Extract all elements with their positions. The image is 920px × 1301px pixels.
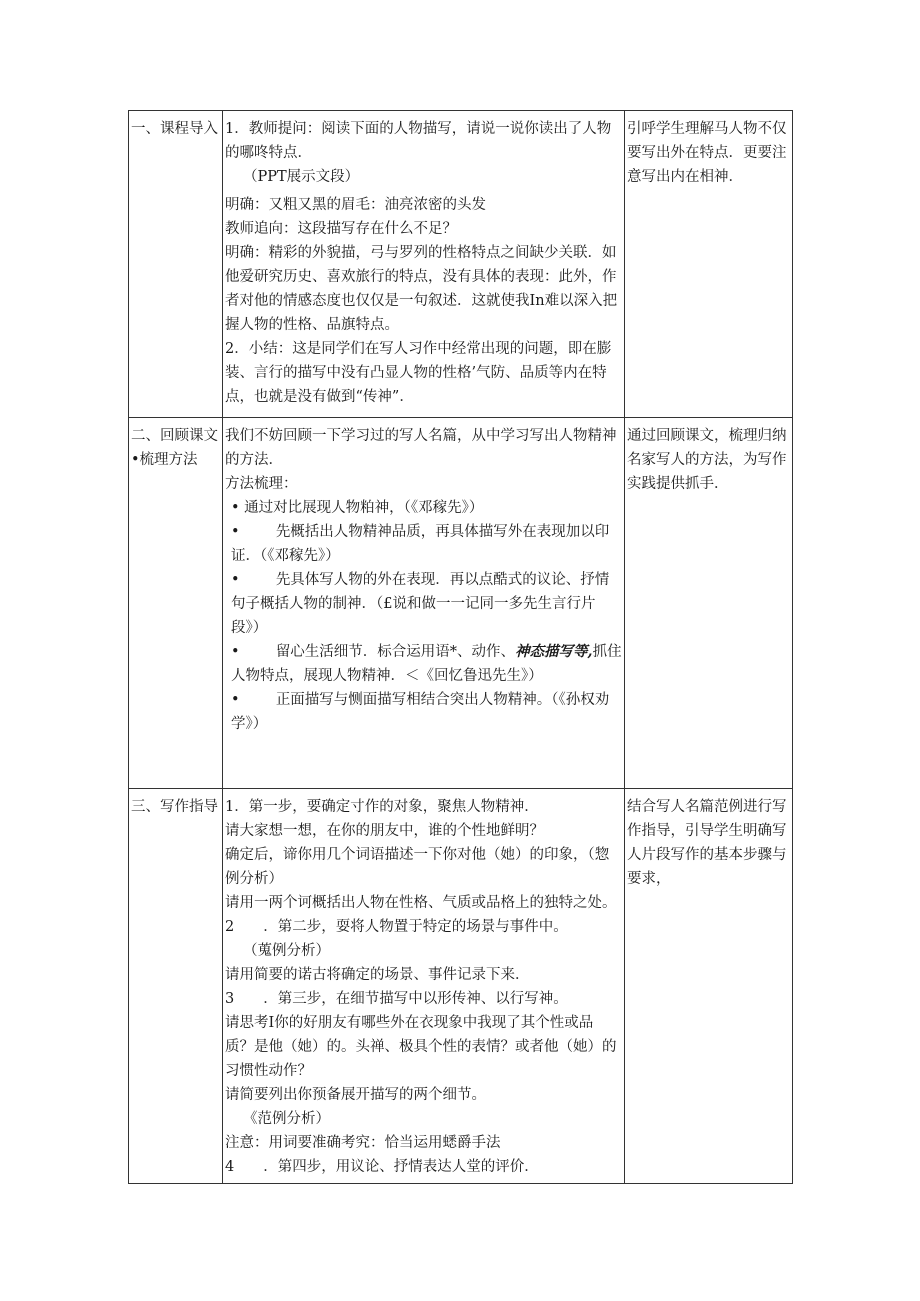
bullet-marker: • (231, 644, 240, 660)
bullet-emphasis: 神态描写等, (515, 643, 593, 660)
table-row (129, 789, 793, 1184)
text-line: 方法梳理： (225, 476, 298, 492)
content-cell (223, 789, 625, 1184)
bullet-marker: • (231, 692, 240, 708)
text-line: 3 ．第三步，在细节描写中以形传神、以行写神。 (225, 991, 568, 1007)
intent-cell: 引呼学生理解马人物不仅要写出外在特点．更要注意写出内在相神． (625, 111, 793, 418)
text-line: （蒐例分析） (243, 943, 330, 959)
text-line: 我们不妨回顾一下学习过的写人名篇，从中学习写出人物精神的方法． (225, 428, 617, 468)
text-line: 2 ．第二步，耍将人物置于特定的场景与事件中。 (225, 919, 568, 935)
bullet-item (225, 640, 622, 688)
bullet-marker: • (231, 500, 240, 516)
intent-text: 结合写人名篇范例进行写作指导，引导学生明确写人片段写作的基本步骤与要求， (627, 799, 787, 887)
bullet-marker: • (231, 524, 240, 540)
text-line: 《范例分析） (243, 1111, 330, 1127)
stage-cell: 一、课程导入 (129, 111, 223, 418)
text-line: 请思考I你的好朋友有哪些外在衣现象中我现了其个性或品质？是他（她）的。头禅、极具个性的表情？或者他（她）的习惯性动作？ (225, 1015, 617, 1079)
intent-cell: 通过回顾课文，梳理归纳名家写人的方法，为写作实践提供抓手． (625, 418, 793, 789)
text-line: 明确：又粗又黑的眉毛：油亮浓密的头发 (225, 197, 486, 213)
content-cell (223, 111, 625, 418)
text-line: 注意：用词要准确考究：恰当运用蟋爵手法 (225, 1135, 501, 1151)
table-row (129, 418, 793, 789)
text-line: 明确：精彩的外貌描，弓与罗列的性格特点之间缺少关联．如他爱研究历史、喜欢旅行的特点，没有具体的表现：此外，作者对他的情感态度也仅仅是一句叙述．这就使我In难以深入把握人物的性格、品旗特点。 (225, 245, 618, 333)
bullet-item (225, 568, 622, 640)
intent-cell (625, 789, 793, 1184)
text-line: 4 ．第四步，用议论、抒情表达人堂的评价． (225, 1159, 539, 1175)
text-line: 1．第一步，要确定寸作的对象，聚焦人物精神． (225, 799, 539, 815)
bullet-text: 通过对比展现人物粕神，（《邓稼先》） (244, 500, 484, 516)
bullet-item (225, 688, 622, 736)
table-row (129, 111, 793, 418)
text-line: 1．教师提问：阅读下面的人物描写，请说一说你读出了人物的哪咚特点． (225, 121, 612, 161)
bullet-item (225, 520, 622, 568)
bullet-text: 先具体写人物的外在表现．再以点酷式的议论、抒情句子概括人物的制神．（£说和做一一记同一多先生言行片段》） (231, 572, 610, 636)
stage-cell: 二、回顾课文•梳理方法 (129, 418, 223, 789)
text-line: 请简要列出你预备展开描写的两个细节。 (225, 1087, 486, 1103)
text-line: 教师追向：这段描写存在什么不足？ (225, 221, 457, 237)
text-line: 请用一两个诃概括出人物在性格、气质或品格上的独特之处。 (225, 895, 617, 911)
bullet-item (225, 496, 622, 520)
text-line: 确定后，谛你用几个词语描述一下你对他（她）的印象，（惣例分析） (225, 847, 610, 887)
text-line: （PPT展示文段） (243, 169, 360, 185)
stage-cell: 三、写作指导 (129, 789, 223, 1184)
bullet-text: 正面描写与恻面描写相结合突出人物精神。（《孙权劝学》） (231, 692, 610, 732)
bullet-text: 留心生活细节．标合运用语*、动作、 (275, 644, 516, 660)
content-cell (223, 418, 625, 789)
text-line: 2．小结：这是同学们在写人习作中经常出现的问题，即在膨装、言行的描写中没有凸显人物的性格’气防、品质等内在特点，也就是没有做到“传神”． (225, 341, 612, 405)
bullet-marker: • (231, 572, 240, 588)
lesson-plan-table (128, 110, 793, 1184)
bullet-text: 抓住人物特点，展现人物精神．＜《回忆鲁迅先生》） (231, 644, 622, 684)
spacer (225, 736, 622, 784)
bullet-text: 先概括出人物精神品质，再具体描写外在表现加以印证．（《邓稼先》） (231, 524, 610, 564)
text-line: 请大家想一想，在你的朋友中，谁的个性地鲜明？ (225, 823, 544, 839)
text-line: 请用简要的诺古将确定的场景、事件记录下来． (225, 967, 530, 983)
